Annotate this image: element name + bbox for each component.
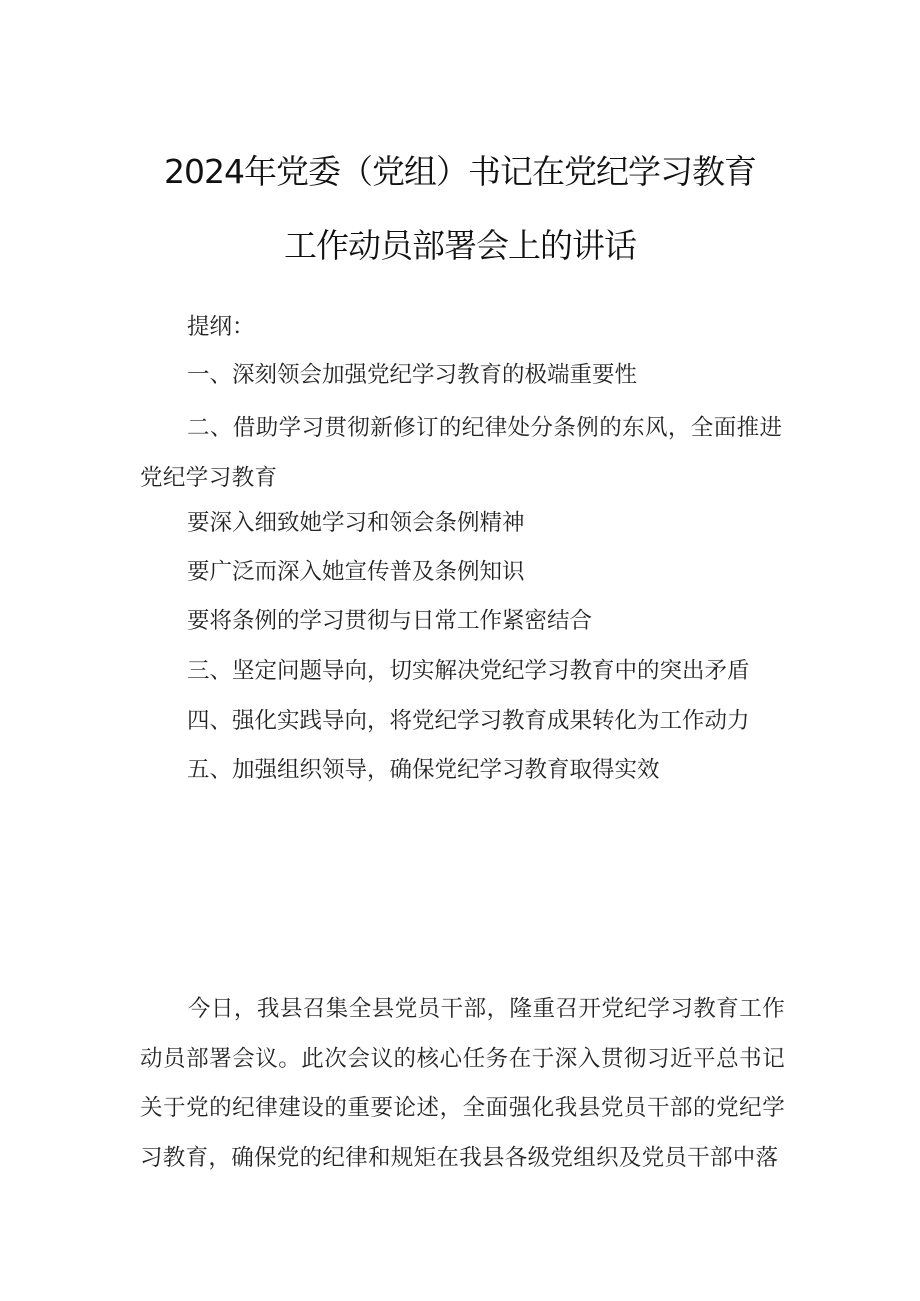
outline-subitem-2: 要广泛而深入她宣传普及条例知识 — [187, 559, 525, 585]
outline-subitem-3: 要将条例的学习贯彻与日常工作紧密结合 — [187, 608, 593, 634]
outline-item-1: 一、深刻领会加强党纪学习教育的极端重要性 — [187, 362, 638, 388]
outline-item-3: 三、坚定问题导向，切实解决党纪学习教育中的突出矛盾 — [187, 658, 750, 684]
document-title-line-1: 2024年党委（党组）书记在党纪学习教育 — [164, 152, 756, 191]
outline-item-2: 二、借助学习贯彻新修订的纪律处分条例的东风，全面推进党纪学习教育 — [140, 415, 783, 491]
outline-item-4: 四、强化实践导向，将党纪学习教育成果转化为工作动力 — [187, 708, 750, 734]
outline-label: 提纲： — [187, 314, 255, 340]
body-paragraph-1: 今日，我县召集全县党员干部，隆重召开党纪学习教育工作动员部署会议。此次会议的核心任务在于深入贯彻习近平总书记关于党的纪律建设的重要论述，全面强化我县党员干部的党纪学习教育，确保党的纪律和规矩在我县各级党组织及党员干部中落 — [140, 996, 785, 1171]
outline-item-5: 五、加强组织领导，确保党纪学习教育取得实效 — [187, 757, 660, 783]
document-title-line-2: 工作动员部署会上的讲话 — [284, 226, 636, 265]
outline-subitem-1: 要深入细致她学习和领会条例精神 — [187, 510, 525, 536]
